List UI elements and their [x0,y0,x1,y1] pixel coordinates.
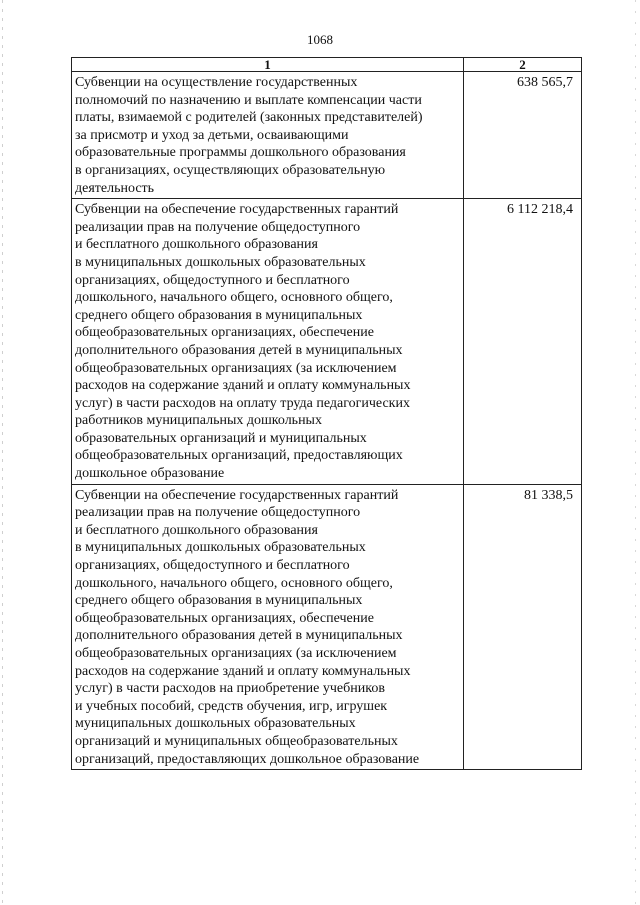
description-line: платы, взимаемой с родителей (законных представителей) [75,110,423,126]
description-line: расходов на содержание зданий и оплату коммунальных [75,378,411,394]
description-line: дошкольное образование [75,466,225,482]
description-line: Субвенции на обеспечение государственных гарантий [75,487,399,503]
row-amount: 81 338,5 [464,484,582,770]
description-line: за присмотр и уход за детьми, осваивающими [75,127,349,143]
description-line: общеобразовательных организациях (за исключением [75,646,397,661]
table-row [72,72,582,199]
description-line: деятельность [75,180,155,196]
description-line: общеобразовательных организациях, обеспечение [75,325,374,341]
description-line: дошкольного, начального общего, основного общего, [75,575,393,591]
scan-edge-right [635,0,636,905]
description-line: дополнительного образования детей в муниципальных [75,628,403,644]
description-line: в муниципальных дошкольных образовательных [75,540,366,556]
budget-table [71,57,582,770]
row-description [72,199,464,485]
description-line: организаций и муниципальных общеобразовательных [75,733,398,749]
description-line: общеобразовательных организациях (за исключением [75,360,397,376]
description-line: образовательные программы дошкольного образования [75,145,406,161]
description-line: реализации прав на получение общедоступного [75,505,361,521]
description-line: муниципальных дошкольных образовательных [75,716,356,732]
description-line: и учебных пособий, средств обучения, игр, игрушек [75,698,388,714]
table-header-row [72,58,582,72]
description-line: дошкольного, начального общего, основного общего, [75,290,393,306]
description-line: работников муниципальных дошкольных [75,413,322,429]
description-line: организациях, общедоступного и бесплатного [75,272,350,288]
description-line: организациях, общедоступного и бесплатного [75,558,350,574]
row-amount: 638 565,7 [464,72,582,199]
description-line: образовательных организаций и муниципальных [75,430,367,446]
description-line: услуг) в части расходов на приобретение учебников [75,681,385,697]
description-line: среднего общего образования в муниципальных [75,307,363,323]
description-line: и бесплатного дошкольного образования [75,237,318,253]
description-line: реализации прав на получение общедоступного [75,219,361,235]
page-number: 1068 [307,32,333,47]
description-line: Субвенции на обеспечение государственных гарантий [75,202,399,218]
description-line: дополнительного образования детей в муниципальных [75,342,403,358]
row-amount: 6 112 218,4 [464,199,582,485]
row-description [72,72,464,199]
description-line: общеобразовательных организациях, обеспечение [75,610,374,626]
description-line: общеобразовательных организаций, предоставляющих [75,448,403,464]
description-line: и бесплатного дошкольного образования [75,522,318,538]
column-header-2: 2 [464,58,582,72]
description-line: расходов на содержание зданий и оплату коммунальных [75,663,411,679]
description-line: услуг) в части расходов на оплату труда педагогических [75,395,410,411]
description-line: в организациях, осуществляющих образовательную [75,162,386,178]
description-line: в муниципальных дошкольных образовательных [75,254,366,270]
row-description [72,484,464,770]
description-line: организаций, предоставляющих дошкольное образование [75,751,420,767]
description-line: полномочий по назначению и выплате компенсации части [75,92,422,108]
scan-edge-left [2,0,3,905]
column-header-1: 1 [72,58,464,72]
description-line: среднего общего образования в муниципальных [75,593,363,609]
table-row [72,199,582,485]
table-row [72,484,582,770]
description-line: Субвенции на осуществление государственных [75,75,358,90]
